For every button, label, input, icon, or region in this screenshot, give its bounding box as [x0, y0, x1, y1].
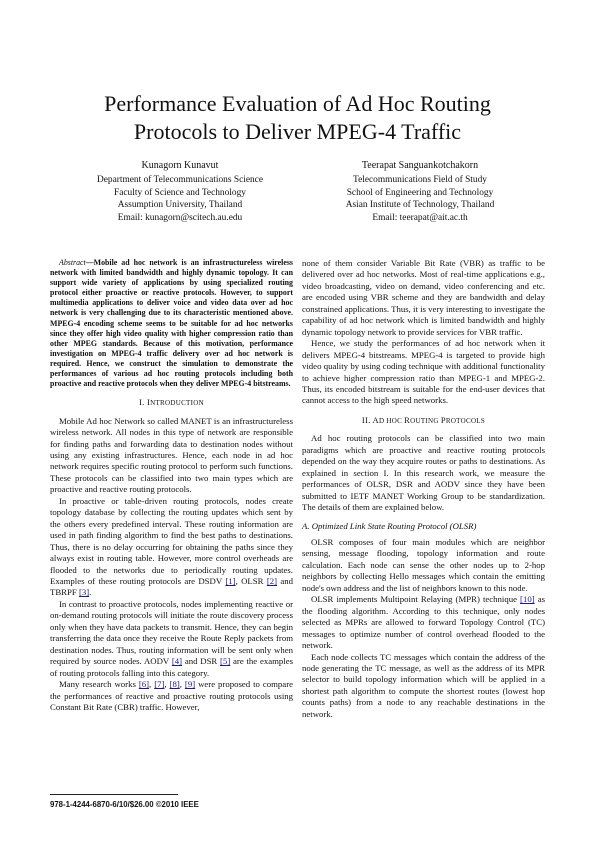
- paragraph-text: ,: [149, 679, 155, 690]
- footnote-rule: [50, 794, 178, 795]
- paragraph-text: as the flooding algorithm. According to this technique, only nodes selected as MPRs are allowed to forward Topology Control (TC) messages to optimize number of control overhead flooded to the network.: [302, 594, 545, 651]
- author-name: Teerapat Sanguankotchakorn: [361, 160, 479, 171]
- citation-link[interactable]: [8]: [169, 679, 180, 690]
- left-column: [50, 258, 293, 713]
- right-paragraph-2: Hence, we study the performances of ad hoc network when it delivers MPEG-4 bitstreams. MPEG-4 is targeted to provide high video quality by using coding technique with additional functionality to achieve higher compression ratio than MPEG-1 and MPEG-2. Thus, its encoded bitstream is suitable for the end-user devices that cannot access to the high speed networks.: [302, 338, 545, 406]
- citation-link[interactable]: [1]: [225, 576, 236, 587]
- paragraph-text: In proactive or table-driven routing protocols, nodes create topology database by collecting the routing updates which sent by the others every predefined interval. These routing information are used in path finding algorithm to find the best paths to destinations. Thus, there is no delay occurring for obtaining the paths since they always exist in routing table. However, more control overheads are flooded to the networks due to periodically routing updates. Examples of these routing protocols are DSDV: [50, 495, 293, 587]
- copyright-footer: 978-1-4244-6870-6/10/$26.00 ©2010 IEEE: [50, 800, 199, 809]
- abstract-lead: Abstract: [59, 258, 86, 267]
- title-line-2: Protocols to Deliver MPEG-4 Traffic: [133, 119, 462, 144]
- section-number: I. I: [139, 397, 151, 408]
- author-block-1: [80, 160, 280, 225]
- paragraph-text: ,: [164, 679, 170, 690]
- abstract: [50, 258, 293, 389]
- paper-title: [40, 90, 555, 146]
- citation-link[interactable]: [2]: [266, 576, 278, 587]
- intro-paragraph-2: [50, 496, 293, 599]
- intro-paragraph-4: [50, 679, 293, 713]
- citation-link[interactable]: [9]: [184, 679, 196, 690]
- author-university: Assumption University, Thailand: [117, 200, 243, 211]
- paragraph-text: and DSR: [182, 656, 221, 667]
- right-column: [302, 258, 545, 720]
- olsr-paragraph-3: Each node collects TC messages which contain the address of the node generating the TC message, as well as the address of its MPR selector to build topology information which will be applied in a shortest path algorithm to compute the shortest routes (lowest hop counts paths) from a node to any reachable destinations in the network.: [302, 651, 545, 719]
- section-heading-routing: [302, 415, 545, 427]
- citation-link[interactable]: [7]: [154, 679, 165, 690]
- section-title-part: ROTOCOLS: [445, 416, 486, 425]
- author-dept: Telecommunications Field of Study: [353, 174, 487, 185]
- author-dept: Department of Telecommunications Science: [96, 174, 264, 185]
- title-line-1: Performance Evaluation of Ad Hoc Routing: [104, 91, 491, 116]
- author-email: Email: kunagorn@scitech.au.edu: [117, 213, 243, 224]
- author-university: Asian Institute of Technology, Thailand: [345, 200, 495, 211]
- section-title-part: OUTING: [410, 416, 441, 425]
- routing-paragraph-1: Ad hoc routing protocols can be classified into two main paradigms which are proactive and reactive routing protocols depended on the way they acquire routes or paths to destinations. As explained in section I. In this research work, we measure the performances of OLSR, DSR and AODV since they have been submitted to IETF MANET Working Group to be standardization. The details of them are explained below.: [302, 433, 545, 513]
- paragraph-text: Many research works: [59, 679, 139, 690]
- section-title-part: D HOC: [379, 416, 405, 425]
- paragraph-text: OLSR implements Multipoint Relaying (MPR) technique: [311, 594, 521, 605]
- paragraph-text: .: [89, 587, 92, 598]
- section-heading-introduction: [50, 397, 293, 409]
- section-number: II. A: [361, 414, 379, 425]
- abstract-text: —Mobile ad hoc network is an infrastructureless wireless network with limited bandwidth and highly dynamic topology. It can support wide variety of applications by using specialized routing protocol either proactive or reactive protocols. However, to support multimedia applications to deliver voice and video data over ad hoc network is very challenging due to its characteristic mentioned above. MPEG-4 encoding scheme seems to be suitable for ad hoc networks since they offer high video quality with higher compression ratio than other MPEG standards. Because of this motivation, performance investigation on MPEG-4 traffic delivery over ad hoc network is required. Hence, we construct the simulation to demonstrate the performances of various ad hoc routing protocols including both proactive and reactive protocols when they deliver MPEG-4 bitstreams.: [50, 258, 293, 389]
- intro-paragraph-3: [50, 599, 293, 679]
- right-paragraph-1: none of them consider Variable Bit Rate (VBR) as traffic to be delivered over ad hoc networks. Most of real-time applications e.g., video broadcasting, video on demand, video conferencing and etc. are encoded using VBR scheme and they are bandwidth and delay constrained applications. Thus, it is very interesting to investigate the capability of ad hoc network which is limited bandwidth and highly dynamic topology network to provide services for VBR traffic.: [302, 258, 545, 337]
- paragraph-text: , OLSR: [235, 576, 267, 587]
- author-faculty: Faculty of Science and Technology: [114, 187, 246, 198]
- paragraph-text: ,: [179, 679, 185, 690]
- citation-link[interactable]: [6]: [138, 679, 150, 690]
- author-email: Email: teerapat@ait.ac.th: [372, 213, 468, 224]
- citation-link[interactable]: [5]: [220, 656, 231, 667]
- author-name: Kunagorn Kunavut: [141, 160, 219, 171]
- author-faculty: School of Engineering and Technology: [346, 187, 494, 198]
- author-block-2: [315, 160, 525, 225]
- citation-link[interactable]: [4]: [171, 656, 183, 667]
- paragraph-text: In contrast to proactive protocols, nodes implementing reactive or on-demand routing protocols will initiate the route discovery process only when they have data packets to transmit. Hence, they can begin transferring the data once they receive the Route Reply packets from destination nodes. Thus, routing information will be sent only when required by source nodes. AODV: [50, 598, 293, 667]
- citation-link[interactable]: [3]: [78, 587, 90, 598]
- olsr-paragraph-1: OLSR composes of four main modules which are neighbor sensing, message flooding, topology information and route calculation. Each node can sense the other nodes up to 2-hop neighbors by collecting Hello messages which contain the emitting node's own address and the list of neighbors known to this node.: [302, 536, 545, 593]
- paragraph-text: and TBRPF: [50, 576, 293, 598]
- citation-link[interactable]: [10]: [520, 594, 535, 605]
- olsr-paragraph-2: [302, 594, 545, 651]
- section-title-part: R: [404, 414, 411, 425]
- paragraph-text: are the examples of routing protocols falling into this category.: [50, 656, 293, 678]
- section-title: NTRODUCTION: [150, 399, 204, 408]
- section-title-part: P: [440, 414, 446, 425]
- subsection-heading-olsr: A. Optimized Link State Routing Protocol (OLSR): [302, 520, 477, 531]
- intro-paragraph-1: Mobile Ad hoc Network so called MANET is an infrastructureless wireless network. All nodes in this type of network are responsible for finding paths and forwarding data to destination nodes without using any existing infrastructures. Hence, each node in ad hoc network requires specific routing protocol to perform such functions. These protocols can be classified into two main types which are proactive and reactive routing protocols.: [50, 415, 293, 495]
- paragraph-text: were proposed to compare the performances of reactive and proactive routing protocols using Constant Bit Rate (CBR) traffic. However,: [50, 679, 293, 712]
